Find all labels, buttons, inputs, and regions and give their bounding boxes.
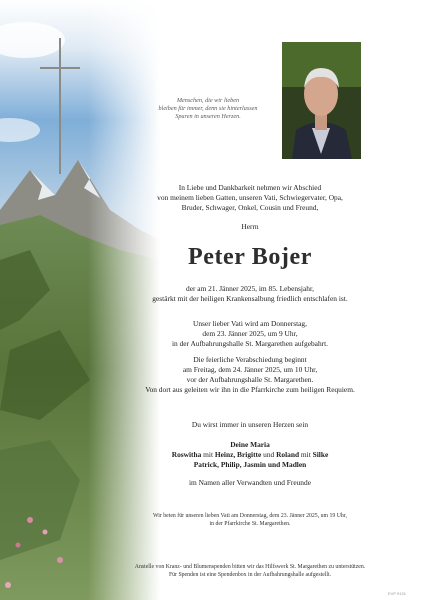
donation-info: Anstelle von Kranz- und Blumenspenden bitten wir das Hilfswerk St. Margarethen zu unterstützen. Für Spenden ist eine Spendenbox in der Aufbahrungshalle aufgestellt. [134,564,366,578]
relatives-line: im Namen aller Verwandten und Freunde [189,478,311,487]
family-signatures: Deine Maria Roswitha mit Heinz, Brigitte und Roland mit Silke Patrick, Philip, Jasmin und Madlen [171,440,329,469]
cross-icon [59,38,61,174]
death-notice: der am 21. Jänner 2025, im 85. Lebensjahr, gestärkt mit der heiligen Krankensalbung friedlich entschlafen ist. [152,284,348,303]
portrait-photo [282,42,361,159]
memorial-quote: Menschen, die wir lieben bleiben für immer, denn sie hinterlassen Spuren in unseren Herzen. [158,97,258,120]
print-code: EVP 9131 [388,591,406,596]
farewell-info: Die feierliche Verabschiedung beginnt am Freitag, dem 24. Jänner 2025, um 10 Uhr, vor der Aufbahrungshalle St. Margarethen. Von dort aus geleiten wir ihn in die Pfarrkirche zum heiligen Requiem. [145,355,355,394]
salutation: Herrn [241,222,259,231]
intro-text: In Liebe und Dankbarkeit nehmen wir Abschied von meinem lieben Gatten, unseren Vati, Schwiegervater, Opa, Bruder, Schwager, Onkel, Cousin und Freund, [157,183,343,212]
memory-line: Du wirst immer in unseren Herzen sein [191,420,309,429]
cross-icon-bar [40,67,80,69]
viewing-info: Unser lieber Vati wird am Donnerstag, dem 23. Jänner 2025, um 9 Uhr, in der Aufbahrungshalle St. Margarethen aufgebahrt. [171,319,329,348]
prayer-info: Wir beten für unseren lieben Vati am Donnerstag, dem 23. Jänner 2025, um 19 Uhr, in der Pfarrkirche St. Margarethen. [153,513,347,527]
deceased-name: Peter Bojer [187,244,313,270]
